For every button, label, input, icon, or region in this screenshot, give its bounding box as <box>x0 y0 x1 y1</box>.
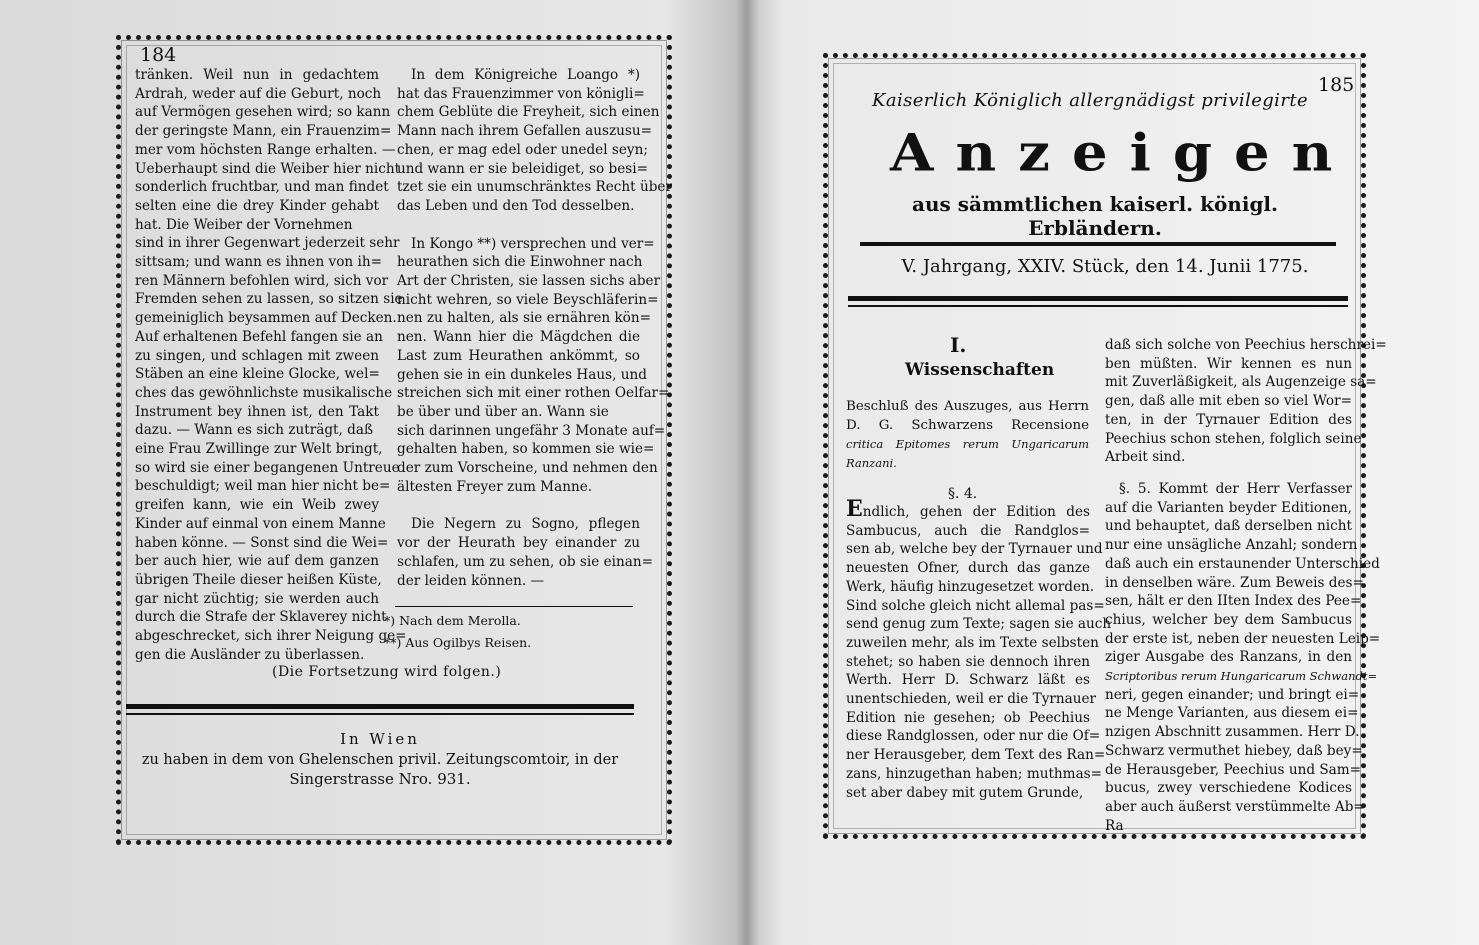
kongo-paragraph <box>397 235 670 497</box>
text-line: de Herausgeber, Peechius und Sam= <box>1105 761 1362 778</box>
text-line: sen ab, welche bey der Tyrnauer und <box>846 541 1103 558</box>
text-line: auf Vermögen gesehen wird; so kann <box>135 104 391 121</box>
text-line: ber auch hier, wie auf dem ganzen <box>135 553 379 570</box>
text-line: critica Epitomes rerum Ungaricarum <box>846 437 1089 452</box>
text-line: Edition nie gesehen; ob Peechius <box>846 709 1090 726</box>
text-line: send genug zum Texte; sagen sie auch <box>846 616 1112 633</box>
text-line: gen, daß alle mit eben so viel Wor= <box>1105 393 1352 410</box>
text-line: ne Menge Varianten, aus diesem ei= <box>1105 705 1359 722</box>
text-line: set aber dabey mit gutem Grunde, <box>846 784 1084 801</box>
text-line: Mann nach ihrem Gefallen auszusu= <box>397 123 652 140</box>
text-line: nzigen Abschnitt zusammen. Herr D. <box>1105 724 1360 741</box>
text-line: Werk, häufig hinzugesetzet worden. <box>846 578 1095 595</box>
text-line: Peechius schon stehen, folglich seine <box>1105 430 1362 447</box>
paragraph-4 <box>846 496 1112 802</box>
text-line: nicht wehren, so viele Beyschläferin= <box>397 291 659 308</box>
article-heading <box>846 398 1089 473</box>
paragraph-4-sign: §. 4. <box>948 486 978 502</box>
text-line: Ueberhaupt sind die Weiber hier nicht <box>135 160 401 177</box>
masthead-title: Anzeigen <box>890 122 1355 184</box>
text-line: greifen kann, wie ein Weib zwey <box>135 497 379 514</box>
issue-line: V. Jahrgang, XXIV. Stück, den 14. Junii 1775. <box>901 256 1309 277</box>
text-line: übrigen Theile dieser heißen Küste, <box>135 571 382 588</box>
text-line: ches das gewöhnlichste musikalische <box>135 384 393 401</box>
text-line: sich darinnen ungefähr 3 Monate auf= <box>397 422 666 439</box>
text-line: nur eine unsägliche Anzahl; sondern <box>1105 537 1358 554</box>
masthead-rule-bottom-thin <box>848 305 1348 307</box>
text-line: gehalten haben, so kommen sie wie= <box>397 441 655 458</box>
text-line: sind in ihrer Gegenwart jederzeit sehr <box>135 235 400 252</box>
text-line: unentschieden, weil er die Tyrnauer <box>846 691 1097 708</box>
text-line: und behauptet, daß derselben nicht <box>1105 518 1352 535</box>
text-line: Die Negern zu Sogno, pflegen <box>411 516 640 533</box>
text-line: hat das Frauenzimmer von königli= <box>397 85 645 102</box>
text-line: auf die Varianten beyder Editionen, <box>1105 499 1352 516</box>
text-line: und wann er sie beleidiget, so besi= <box>397 160 648 177</box>
text-line: Scriptoribus rerum Hungaricarum Schwandt= <box>1105 669 1378 684</box>
paragraph-5 <box>1105 480 1381 835</box>
text-line: heurathen sich die Einwohner nach <box>397 254 643 271</box>
text-line: chius, welcher bey dem Sambucus <box>1105 611 1352 628</box>
text-line: ner Herausgeber, dem Text des Ran= <box>846 747 1106 764</box>
text-line: zuweilen mehr, als im Texte selbsten <box>846 634 1099 651</box>
imprint-street: Singerstrasse Nro. 931. <box>289 770 471 788</box>
text-line: gemeiniglich beysammen auf Decken. <box>135 310 397 327</box>
text-line: diese Randglossen, oder nur die Of= <box>846 728 1101 745</box>
imprint-address: zu haben in dem von Ghelenschen privil. Zeitungscomtoir, in der <box>141 752 619 768</box>
imprint-city: In Wien <box>340 730 420 748</box>
text-line: Kinder auf einmal von einem Manne <box>135 515 386 532</box>
text-line <box>846 496 1090 522</box>
imprint-rule-thick <box>126 704 634 709</box>
left-page-number: 184 <box>140 44 177 66</box>
text-line: gehen sie in ein dunkeles Haus, und <box>397 366 647 383</box>
text-line: Schwarz vermuthet hiebey, daß bey= <box>1105 742 1363 759</box>
text-line: neri, gegen einander; und bringt ei= <box>1105 686 1360 703</box>
continuation-note: (Die Fortsetzung wird folgen.) <box>272 664 502 680</box>
imprint-rule-thin <box>126 713 634 715</box>
text-line: in denselben wäre. Zum Beweis des= <box>1105 574 1364 591</box>
text-line: dazu. — Wann es sich zuträgt, daß <box>135 422 374 439</box>
text-line: Arbeit sind. <box>1105 449 1186 466</box>
text-line: ältesten Freyer zum Manne. <box>397 478 593 495</box>
text-line: Werth. Herr D. Schwarz läßt es <box>846 672 1090 689</box>
section-title: Wissenschaften <box>905 360 1055 380</box>
text-line: gen die Ausländer zu überlassen. <box>135 646 365 663</box>
text-line: ben müßten. Wir kennen es nun <box>1105 355 1352 372</box>
text-line: haben könne. — Sonst sind die Wei= <box>135 534 389 551</box>
text-line: gar nicht züchtig; sie werden auch <box>135 590 379 607</box>
footnote-2: **) Aus Ogilbys Reisen. <box>384 635 532 650</box>
text-line: sittsam; und wann es ihnen von ih= <box>135 254 382 271</box>
text-line: der zum Vorscheine, und nehmen den <box>397 460 658 477</box>
text-line: aber auch äußerst verstümmelte Ab= <box>1105 798 1365 815</box>
text-line: Ra <box>1105 817 1124 834</box>
text-line: neuesten Ofner, durch das ganze <box>846 560 1090 577</box>
drop-cap: E <box>846 496 863 522</box>
text-line: streichen sich mit einer rothen Oelfar= <box>397 385 670 402</box>
text-line: chen, er mag edel oder unedel seyn; <box>397 141 648 158</box>
text-line: stehet; so haben sie dennoch ihren <box>846 653 1090 670</box>
text-line: be über und über an. Wann sie <box>397 403 609 420</box>
footnote-divider <box>395 606 633 607</box>
text-line: vor der Heurath bey einander zu <box>397 535 640 552</box>
sogno-paragraph <box>397 515 653 590</box>
text-line: mit Zuverläßigkeit, als Augenzeige sa= <box>1105 374 1377 391</box>
right-page-number: 185 <box>1318 74 1355 96</box>
text-line: zans, hinzugethan haben; muthmas= <box>846 765 1103 782</box>
text-line: selten eine die drey Kinder gehabt <box>135 197 379 214</box>
text-line: Auf erhaltenen Befehl fangen sie an <box>135 328 383 345</box>
text-line: Sind solche gleich nicht allemal pas= <box>846 597 1105 614</box>
text-line: Beschluß des Auszuges, aus Herrn <box>846 399 1089 414</box>
section-number: I. <box>950 333 967 357</box>
text-line: mer vom höchsten Range erhalten. — <box>135 141 396 158</box>
text-line: beschuldigt; weil man hier nicht be= <box>135 478 391 495</box>
text-line: D. G. Schwarzens Recensione <box>846 417 1089 433</box>
text-line: Last zum Heurathen ankömmt, so <box>397 347 640 364</box>
masthead-rule-bottom-thick <box>848 296 1348 301</box>
text-line: In dem Königreiche Loango *) <box>411 67 640 83</box>
masthead-privilege-line: Kaiserlich Königlich allergnädigst privilegirte <box>871 90 1309 111</box>
left-column-1 <box>135 66 407 665</box>
text-line: ten, in der Tyrnauer Edition des <box>1105 411 1352 428</box>
text-line: zu singen, und schlagen mit zween <box>135 347 379 364</box>
text-line: Sambucus, auch die Randglos= <box>846 522 1090 539</box>
text-line: tzet sie ein unumschränktes Recht über <box>397 179 672 196</box>
text-line: Fremden sehen zu lassen, so sitzen sie <box>135 291 403 308</box>
text-line: durch die Strafe der Sklaverey nicht <box>135 609 387 626</box>
text-line: daß sich solche von Peechius herschrei= <box>1105 337 1387 353</box>
text-line: so wird sie einer begangenen Untreue <box>135 459 400 476</box>
masthead-rule-top <box>860 242 1336 246</box>
text-line: Ranzani. <box>846 456 897 471</box>
text-line: sonderlich fruchtbar, und man findet <box>135 179 389 196</box>
text-line: der geringste Mann, ein Frauenzim= <box>135 123 392 140</box>
text-line: nen zu halten, als sie ernähren kön= <box>397 310 652 327</box>
text-line: tränken. Weil nun in gedachtem <box>135 67 379 83</box>
text-line: chem Geblüte die Freyheit, sich einen <box>397 104 660 121</box>
drop-cap-rest: ndlich, gehen der Edition des <box>862 504 1090 520</box>
text-line: §. 5. Kommt der Herr Verfasser <box>1119 481 1352 497</box>
text-line: das Leben und den Tod desselben. <box>397 197 635 214</box>
text-line: ziger Ausgabe des Ranzans, in den <box>1105 649 1352 666</box>
text-line: daß auch ein erstaunender Unterschied <box>1105 555 1380 572</box>
left-column-2 <box>397 66 672 590</box>
text-line: der leiden können. — <box>397 572 545 589</box>
text-line: abgeschrecket, sich ihrer Neigung ge= <box>135 628 407 645</box>
text-line: bucus, zwey verschiedene Kodices <box>1105 780 1352 797</box>
text-line: Stäben an eine kleine Glocke, wel= <box>135 366 380 383</box>
text-line: ren Männern befohlen wird, sich vor <box>135 272 389 289</box>
text-line: hat. Die Weiber der Vornehmen <box>135 216 353 233</box>
text-line: nen. Wann hier die Mägdchen die <box>397 329 640 346</box>
text-line: Ardrah, weder auf die Geburt, noch <box>135 85 382 102</box>
text-line: eine Frau Zwillinge zur Welt bringt, <box>135 441 383 458</box>
text-line: Instrument bey ihnen ist, den Takt <box>135 403 379 420</box>
text-line: sen, hält er den IIten Index des Pee= <box>1105 593 1362 610</box>
footnotes <box>384 610 644 654</box>
text-line: schlafen, um zu sehen, ob sie einan= <box>397 553 653 570</box>
text-line: In Kongo **) versprechen und ver= <box>411 235 655 252</box>
text-line: Art der Christen, sie lassen sichs aber <box>397 273 661 290</box>
text-line: der erste ist, neben der neuesten Leip= <box>1105 630 1381 647</box>
right-column-2-continuation <box>1105 336 1387 467</box>
footnote-1: *) Nach dem Merolla. <box>384 613 521 628</box>
masthead-subtitle: aus sämmtlichen kaiserl. königl. Erbländern. <box>912 192 1278 240</box>
imprint <box>130 730 630 788</box>
loango-paragraph <box>397 66 672 216</box>
